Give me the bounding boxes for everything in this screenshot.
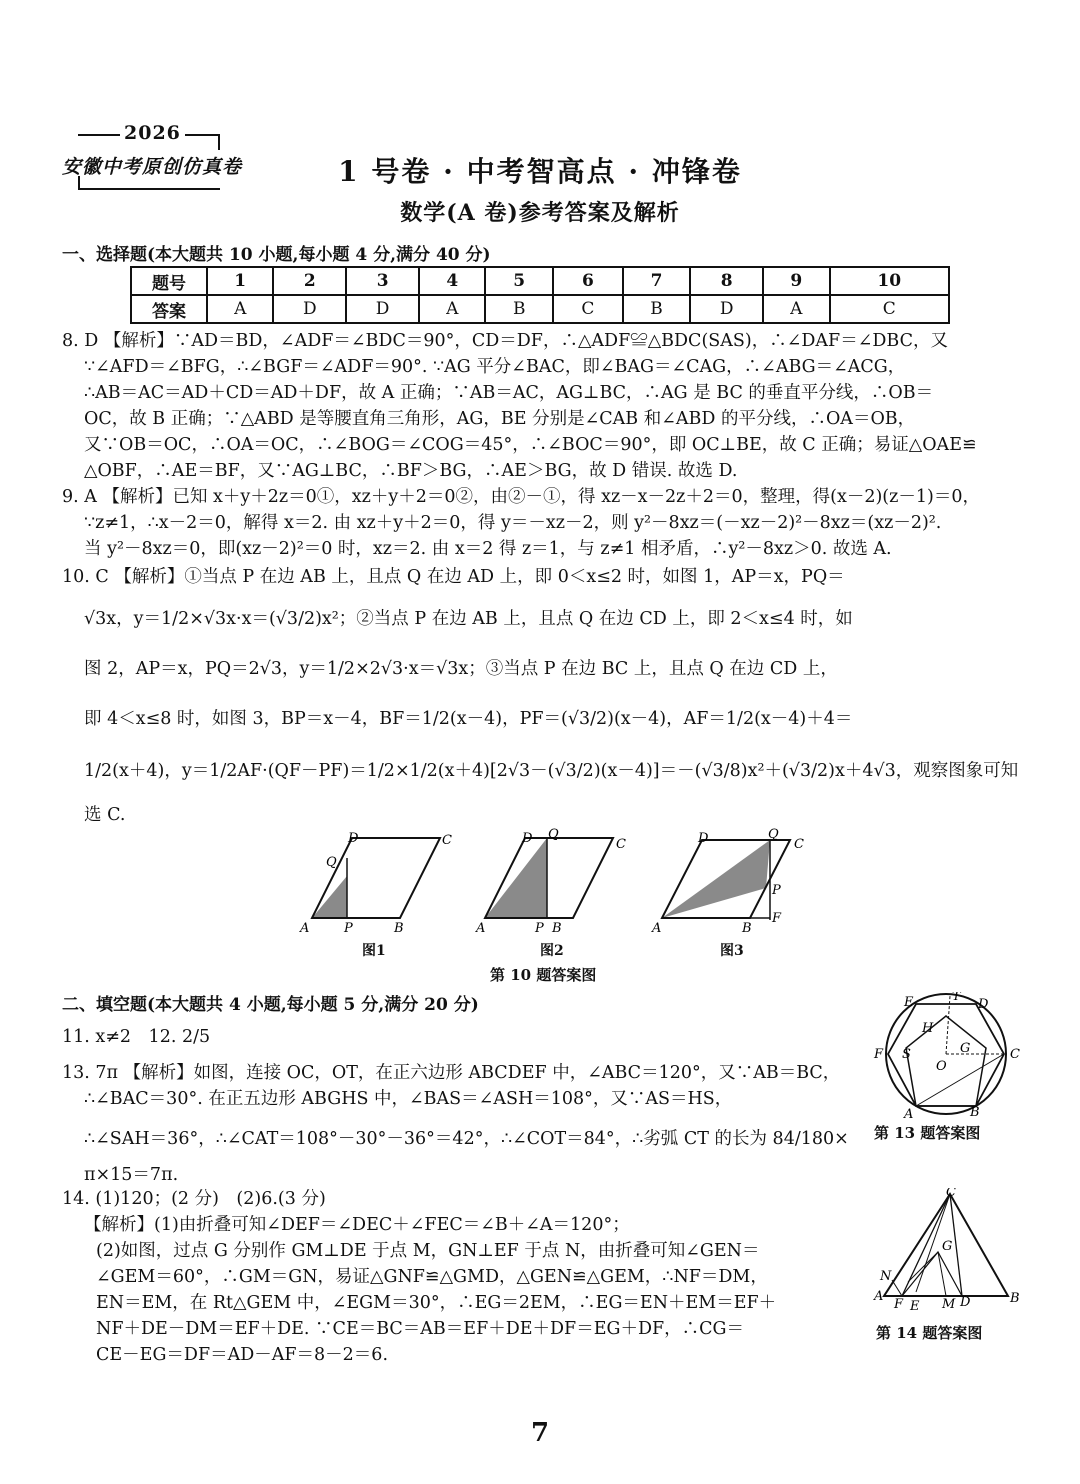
q14-line-gn bbox=[908, 1252, 938, 1282]
badge-rule-tick bbox=[218, 134, 220, 150]
svg-text:E: E bbox=[904, 995, 914, 1010]
svg-text:G: G bbox=[960, 1041, 971, 1056]
svg-text:B: B bbox=[1010, 1291, 1020, 1306]
q14-line: CE－EG＝DF＝AD－AF＝8－2＝6. bbox=[96, 1345, 389, 1365]
table-cell: 2 bbox=[273, 267, 346, 295]
svg-text:B: B bbox=[552, 921, 562, 936]
fig1-label: 图1 bbox=[362, 943, 386, 959]
table-cell: 1 bbox=[207, 267, 273, 295]
fig3-label: 图3 bbox=[720, 943, 744, 959]
svg-text:C: C bbox=[946, 1188, 956, 1200]
svg-text:A: A bbox=[904, 1107, 914, 1122]
q14-line: 14. (1)120；(2 分) (2)6.(3 分) bbox=[62, 1189, 326, 1209]
table-cell: 答案 bbox=[131, 295, 207, 323]
svg-text:D: D bbox=[522, 831, 533, 846]
q9-line: 当 y²－8xz＝0，即(xz－2)²＝0 时，xz＝2. 由 x＝2 得 z＝1，与 z≠1 相矛盾，∴y²－8xz＞0. 故选 A. bbox=[84, 539, 892, 559]
svg-text:N: N bbox=[880, 1269, 892, 1284]
svg-text:E: E bbox=[910, 1299, 920, 1312]
q13-line: 13. 7π 【解析】如图，连接 OC，OT，在正六边形 ABCDEF 中，∠ABC＝120°，又∵AB＝BC， bbox=[62, 1063, 841, 1083]
q13-figure-caption: 第 13 题答案图 bbox=[874, 1124, 981, 1142]
svg-text:D: D bbox=[978, 997, 989, 1012]
q14-line-nf bbox=[892, 1280, 902, 1296]
table-cell: C bbox=[553, 295, 623, 323]
table-cell: 3 bbox=[346, 267, 419, 295]
svg-text:A: A bbox=[476, 921, 486, 936]
table-row bbox=[131, 295, 949, 323]
page-title: 1 号卷 · 中考智高点 · 冲锋卷 bbox=[338, 155, 742, 188]
table-cell: 9 bbox=[763, 267, 829, 295]
table-cell: C bbox=[830, 295, 950, 323]
svg-text:O: O bbox=[936, 1059, 947, 1074]
page-subtitle: 数学(A 卷)参考答案及解析 bbox=[400, 200, 680, 226]
q14-line: (2)如图，过点 G 分别作 GM⊥DE 于点 M，GN⊥EF 于点 N，由折叠可知∠GEN＝ bbox=[96, 1241, 760, 1261]
table-cell: B bbox=[485, 295, 552, 323]
svg-text:D: D bbox=[348, 831, 359, 846]
badge-year: 2026 bbox=[78, 122, 185, 144]
q9-line: 9. A 【解析】已知 x＋y＋2z＝0①，xz＋y＋2＝0②，由②－①，得 xz－x－2z＋2＝0，整理，得(x－2)(z－1)＝0， bbox=[62, 487, 980, 507]
svg-text:A: A bbox=[874, 1289, 884, 1304]
svg-text:C: C bbox=[442, 833, 452, 848]
q8-line: OC，故 B 正确；∵△ABD 是等腰直角三角形，AG，BE 分别是∠CAB 和∠ABD 的平分线，∴OA＝OB， bbox=[84, 409, 916, 429]
table-row bbox=[131, 267, 949, 295]
q8-line: 又∵OB＝OC，∴OA＝OC，∴∠BOG＝∠COG＝45°，∴∠BOC＝90°，即 OC⊥BE，故 C 正确；易证△OAE≌ bbox=[84, 435, 977, 455]
q14-figure-caption: 第 14 题答案图 bbox=[876, 1324, 983, 1342]
svg-text:A: A bbox=[300, 921, 310, 936]
q10-figure-svg bbox=[290, 828, 810, 958]
q10-line: √3x，y＝1/2×√3x·x＝(√3/2)x²；②当点 P 在边 AB 上，且点 Q 在边 CD 上，即 2＜x≤4 时，如 bbox=[84, 609, 853, 629]
svg-text:G: G bbox=[942, 1239, 953, 1254]
q11-12-answers: 11. x≠2 12. 2/5 bbox=[62, 1027, 211, 1047]
svg-text:C: C bbox=[794, 837, 804, 852]
svg-text:A: A bbox=[652, 921, 662, 936]
table-cell: D bbox=[346, 295, 419, 323]
fig3-shaded-triangle bbox=[662, 840, 770, 918]
badge-text: 安徽中考原创仿真卷 bbox=[62, 156, 243, 178]
q13-line: ∴∠SAH＝36°，∴∠CAT＝108°－30°－36°＝42°，∴∠COT＝84°，∴劣弧 CT 的长为 84/180× bbox=[84, 1129, 849, 1149]
q8-line: ∴AB＝AC＝AD＋CD＝AD＋DF，故 A 正确；∵AB＝AC，AG⊥BC，∴AG 是 BC 的垂直平分线，∴OB＝ bbox=[84, 383, 934, 403]
answer-table bbox=[130, 266, 950, 324]
q14-line: EN＝EM，在 Rt△GEM 中，∠EGM＝30°，∴EG＝2EM，∴EG＝EN＋EM＝EF＋ bbox=[96, 1293, 777, 1313]
table-cell: B bbox=[623, 295, 690, 323]
svg-text:T: T bbox=[952, 992, 961, 1004]
svg-text:B: B bbox=[394, 921, 404, 936]
q10-line: 10. C 【解析】①当点 P 在边 AB 上，且点 Q 在边 AD 上，即 0＜x≤2 时，如图 1，AP＝x，PQ＝ bbox=[62, 567, 845, 587]
svg-text:P: P bbox=[772, 883, 781, 898]
svg-text:C: C bbox=[1010, 1047, 1020, 1062]
table-cell: 5 bbox=[485, 267, 552, 295]
q14-line: NF＋DE－DM＝EF＋DE. ∵CE＝BC＝AB＝EF＋DE＋DF＝EG＋DF，∴CG＝ bbox=[96, 1319, 744, 1339]
table-cell: A bbox=[419, 295, 485, 323]
q8-line: 8. D 【解析】∵AD＝BD，∠ADF＝∠BDC＝90°，CD＝DF，∴△ADF≌△BDC(SAS)，∴∠DAF＝∠DBC，又 bbox=[62, 331, 948, 351]
section-heading-fill: 二、填空题(本大题共 4 小题,每小题 5 分,满分 20 分) bbox=[62, 995, 479, 1015]
svg-text:M: M bbox=[942, 1297, 956, 1312]
svg-text:Q: Q bbox=[768, 828, 779, 842]
q13-line: ∴∠BAC＝30°. 在正五边形 ABGHS 中，∠BAS＝∠ASH＝108°，又∵AS＝HS， bbox=[84, 1089, 733, 1109]
svg-text:F: F bbox=[772, 911, 782, 926]
table-cell: 4 bbox=[419, 267, 485, 295]
q14-line: ∠GEM＝60°，∴GM＝GN，易证△GNF≌△GMD，△GEN≌△GEM，∴NF＝DM， bbox=[96, 1267, 768, 1287]
q13-figure-svg bbox=[868, 992, 1028, 1122]
svg-text:P: P bbox=[344, 921, 353, 936]
table-cell: 6 bbox=[553, 267, 623, 295]
table-cell: 10 bbox=[830, 267, 950, 295]
q10-line: 1/2(x＋4)，y＝1/2AF·(QF－PF)＝1/2×1/2(x＋4)[2√3－(√3/2)(x－4)]＝－(√3/8)x²＋(√3/2)x＋4√3，观察图象可知 bbox=[84, 761, 1019, 781]
q13-line: π×15＝7π. bbox=[84, 1165, 179, 1185]
table-cell: A bbox=[763, 295, 829, 323]
q8-line: △OBF，∴AE＝BF，又∵AG⊥BC，∴BF＞BG，∴AE＞BG，故 D 错误. 故选 D. bbox=[84, 461, 738, 481]
table-cell: 题号 bbox=[131, 267, 207, 295]
svg-text:B: B bbox=[742, 921, 752, 936]
q13-figure bbox=[868, 992, 1028, 1122]
q10-figures bbox=[290, 828, 810, 958]
q10-figure-caption: 第 10 题答案图 bbox=[490, 966, 597, 984]
fig2-label: 图2 bbox=[540, 943, 564, 959]
svg-text:D: D bbox=[698, 831, 709, 846]
svg-text:D: D bbox=[960, 1295, 971, 1310]
svg-text:S: S bbox=[902, 1047, 911, 1062]
table-cell: D bbox=[273, 295, 346, 323]
q10-line: 即 4＜x≤8 时，如图 3，BP＝x－4，BF＝1/2(x－4)，PF＝(√3/2)(x－4)，AF＝1/2(x－4)＋4＝ bbox=[84, 709, 853, 729]
svg-text:H: H bbox=[922, 1021, 934, 1036]
svg-text:B: B bbox=[970, 1105, 980, 1120]
table-cell: 8 bbox=[690, 267, 763, 295]
q10-line: 选 C. bbox=[84, 805, 126, 825]
section-heading-choice: 一、选择题(本大题共 10 小题,每小题 4 分,满分 40 分) bbox=[62, 245, 491, 265]
svg-text:C: C bbox=[616, 837, 626, 852]
table-cell: 7 bbox=[623, 267, 690, 295]
table-cell: A bbox=[207, 295, 273, 323]
svg-text:P: P bbox=[535, 921, 544, 936]
q14-line: 【解析】(1)由折叠可知∠DEF＝∠DEC＋∠FEC＝∠B＋∠A＝120°； bbox=[84, 1215, 630, 1235]
svg-text:Q: Q bbox=[548, 828, 559, 842]
q9-line: ∵z≠1，∴x－2＝0，解得 x＝2. 由 xz＋y＋2＝0，得 y＝－xz－2，则 y²－8xz＝(－xz－2)²－8xz＝(xz－2)². bbox=[84, 513, 942, 533]
q14-figure bbox=[870, 1188, 1030, 1312]
table-cell: D bbox=[690, 295, 763, 323]
q8-line: ∵∠AFD＝∠BFG，∴∠BGF＝∠ADF＝90°. ∵AG 平分∠BAC，即∠BAG＝∠CAG，∴∠ABG＝∠ACG， bbox=[84, 357, 906, 377]
svg-text:F: F bbox=[894, 1297, 904, 1312]
svg-text:F: F bbox=[874, 1047, 884, 1062]
svg-text:Q: Q bbox=[326, 855, 337, 870]
q10-line: 图 2，AP＝x，PQ＝2√3，y＝1/2×2√3·x＝√3x；③当点 P 在边 BC 上，且点 Q 在边 CD 上， bbox=[84, 659, 838, 679]
fig2-shaded-triangle bbox=[485, 838, 547, 918]
q14-figure-svg bbox=[870, 1188, 1030, 1312]
page-number: 7 bbox=[530, 1418, 550, 1448]
